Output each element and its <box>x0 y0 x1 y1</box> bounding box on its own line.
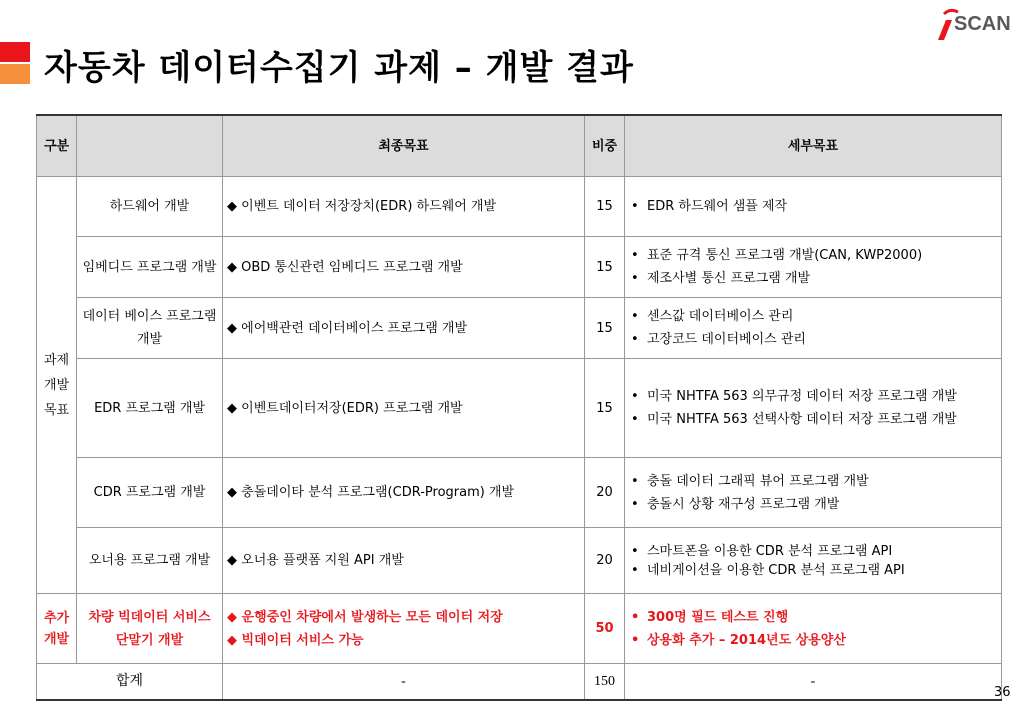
total-detail: - <box>625 664 1002 700</box>
row-weight: 15 <box>585 359 625 458</box>
header-goal: 최종목표 <box>223 115 585 177</box>
accent-bar-red <box>0 42 30 62</box>
row-details <box>625 359 1002 458</box>
row-weight: 20 <box>585 528 625 594</box>
detail-item: • EDR 하드웨어 샘플 제작 <box>629 195 997 218</box>
detail-item: • 네비게이션을 이용한 CDR 분석 프로그램 API <box>629 561 997 580</box>
detail-item: • 300명 필드 테스트 진행 <box>629 606 997 629</box>
page-title: 자동차 데이터수집기 과제 – 개발 결과 <box>44 48 634 88</box>
row-goal <box>223 594 585 664</box>
row-goal: ◆ OBD 통신관련 임베디드 프로그램 개발 <box>223 237 585 298</box>
row-goal: ◆ 에어백관련 데이터베이스 프로그램 개발 <box>223 298 585 359</box>
detail-item: • 충돌 데이터 그래픽 뷰어 프로그램 개발 <box>629 470 997 493</box>
logo-text: SCAN <box>954 13 1011 35</box>
detail-item: • 상용화 추가 – 2014년도 상용양산 <box>629 629 997 652</box>
detail-item: • 충돌시 상황 재구성 프로그램 개발 <box>629 493 997 516</box>
detail-item: • 고장코드 데이터베이스 관리 <box>629 328 997 351</box>
row-goal: ◆ 이벤트 데이터 저장장치(EDR) 하드웨어 개발 <box>223 177 585 237</box>
row-name: 오너용 프로그램 개발 <box>77 528 223 594</box>
total-goal: - <box>223 664 585 700</box>
detail-item: • 표준 규격 통신 프로그램 개발(CAN, KWP2000) <box>629 244 997 267</box>
table-row-extra <box>37 594 1002 664</box>
header-empty <box>77 115 223 177</box>
table-row <box>37 177 1002 237</box>
row-name: 하드웨어 개발 <box>77 177 223 237</box>
table-row <box>37 298 1002 359</box>
row-weight: 15 <box>585 177 625 237</box>
row-goal: ◆ 오너용 플랫폼 지원 API 개발 <box>223 528 585 594</box>
detail-item: • 제조사별 통신 프로그램 개발 <box>629 267 997 290</box>
page-number: 36 <box>994 685 1011 700</box>
row-details <box>625 594 1002 664</box>
row-name: 차량 빅데이터 서비스 단말기 개발 <box>77 594 223 664</box>
detail-item: • 미국 NHTFA 563 의무규정 데이터 저장 프로그램 개발 <box>629 385 997 408</box>
row-details <box>625 177 1002 237</box>
row-details <box>625 298 1002 359</box>
table-header-row <box>37 115 1002 177</box>
row-weight: 20 <box>585 458 625 528</box>
detail-item: • 스마트폰을 이용한 CDR 분석 프로그램 API <box>629 542 997 561</box>
accent-bar-orange <box>0 64 30 84</box>
table-row <box>37 359 1002 458</box>
results-table <box>36 114 1002 701</box>
row-details <box>625 458 1002 528</box>
header-category: 구분 <box>37 115 77 177</box>
row-name: CDR 프로그램 개발 <box>77 458 223 528</box>
detail-item: • 미국 NHTFA 563 선택사항 데이터 저장 프로그램 개발 <box>629 408 997 431</box>
row-name: EDR 프로그램 개발 <box>77 359 223 458</box>
goal-item: ◆ 운행중인 차량에서 발생하는 모든 데이터 저장 <box>227 606 580 629</box>
row-goal: ◆ 충돌데이타 분석 프로그램(CDR-Program) 개발 <box>223 458 585 528</box>
group-dev-cell: 과제 개발 목표 <box>37 177 77 594</box>
row-name: 데이터 베이스 프로그램 개발 <box>77 298 223 359</box>
row-weight: 15 <box>585 237 625 298</box>
table-row <box>37 528 1002 594</box>
total-weight: 150 <box>585 664 625 700</box>
detail-item: • 센스값 데이터베이스 관리 <box>629 305 997 328</box>
header-detail: 세부목표 <box>625 115 1002 177</box>
row-weight: 15 <box>585 298 625 359</box>
row-goal: ◆ 이벤트데이터저장(EDR) 프로그램 개발 <box>223 359 585 458</box>
row-name: 임베디드 프로그램 개발 <box>77 237 223 298</box>
header-weight: 비중 <box>585 115 625 177</box>
table-row <box>37 237 1002 298</box>
row-details <box>625 528 1002 594</box>
table-row <box>37 458 1002 528</box>
group-extra-cell: 추가 개발 <box>37 594 77 664</box>
row-details <box>625 237 1002 298</box>
row-weight: 50 <box>585 594 625 664</box>
goal-item: ◆ 빅데이터 서비스 가능 <box>227 629 580 652</box>
total-label: 합계 <box>37 664 223 700</box>
table-total-row <box>37 664 1002 700</box>
